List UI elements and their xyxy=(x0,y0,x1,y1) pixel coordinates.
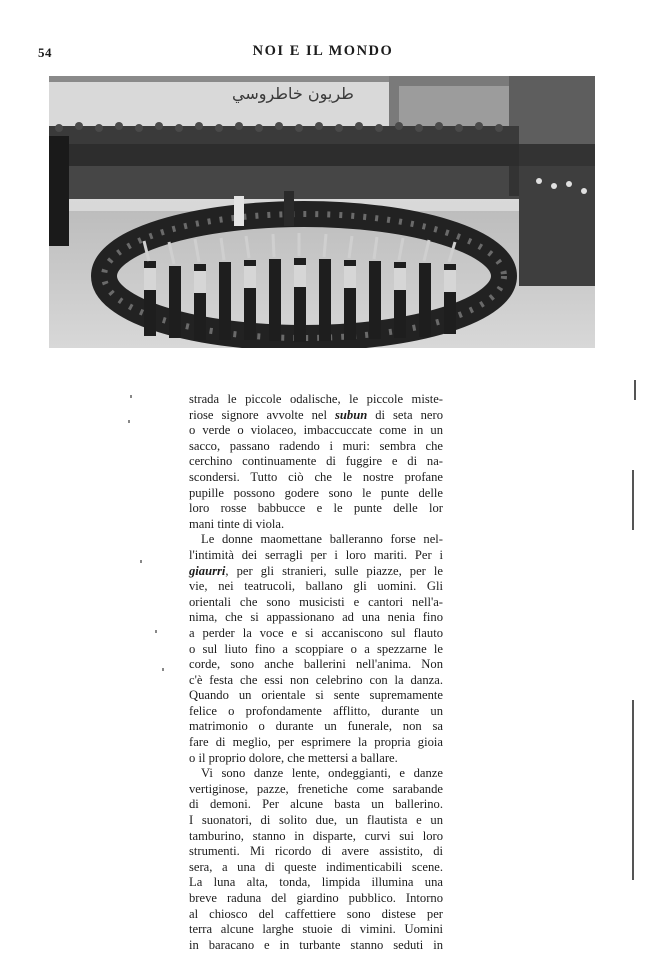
text-line: o sul liuto fino a scoppiare o a spezzarne le xyxy=(189,641,443,656)
scan-speck xyxy=(155,630,157,633)
text-line: scondersi. Tutto ciò che le nostre profane xyxy=(189,469,443,484)
scan-edge-mark xyxy=(632,470,634,530)
text-line: corde, sono anche ballerini nell'anima. Non xyxy=(189,657,443,672)
article-text xyxy=(189,392,443,953)
text-line: c'è festa che essi non celebrino con la danza. xyxy=(189,672,443,687)
text-line: pupille possono godere sono le punte delle xyxy=(189,485,443,500)
text-line: di demoni. Per alcune basta un ballerino. xyxy=(189,797,443,812)
text-line: matrimonio o durante un funerale, non sa xyxy=(189,719,443,734)
text-line: vie, nei teatrucoli, ballano gli uomini. Gli xyxy=(189,579,443,594)
text-line: mani tinte di viola. xyxy=(189,516,285,531)
text-line: a perder la voce e si accaniscono sul flauto xyxy=(189,625,443,640)
italic-term: subun xyxy=(335,407,368,422)
text-line: breve raduna del giardino pubblico. Intorno xyxy=(189,891,443,905)
wall-sign-inscription: طريون خاطروسي xyxy=(232,84,354,103)
dance-photograph xyxy=(49,76,595,348)
scan-speck xyxy=(128,420,130,423)
scan-speck xyxy=(140,560,142,563)
text-line: sacco, passano radendo i muri: sembra che xyxy=(189,438,443,453)
text-line: La luna alta, tonda, limpida illumina una xyxy=(189,875,443,890)
text-line: l'intimità dei serragli per i loro mariti. Per i xyxy=(189,547,443,562)
text-line: o verde o violaceo, imbaccuccate come in un xyxy=(189,423,443,438)
text-line: riose signore avvolte nel subun di seta nero xyxy=(189,407,443,422)
text-line: strumenti. Mi ricordo di avere assistito, di xyxy=(189,844,443,859)
text-line: cerchino continuamente di fuggire e di na- xyxy=(189,454,443,469)
text-line: Quando un orientale si sente supremamente xyxy=(189,688,443,703)
text-line: Le donne maomettane balleranno forse nel- xyxy=(201,532,443,547)
text-line: in baracano e in turbante stanno seduti in xyxy=(189,937,443,952)
text-line: sera, a una di queste indimenticabili scene. xyxy=(189,859,443,874)
running-title: NOI E IL MONDO xyxy=(252,43,394,59)
scan-speck xyxy=(130,395,132,398)
text-line: loro rosse babbucce e le punte delle lor xyxy=(189,501,443,516)
scan-edge-mark xyxy=(632,700,634,880)
text-line: Vi sono danze lente, ondeggianti, e danze xyxy=(201,766,443,781)
text-line: al chiosco del caffettiere sono distese per xyxy=(189,906,443,921)
text-line: giaurri, per gli stranieri, sulle piazze, per le xyxy=(189,563,443,578)
text-line: orientali che sono musicisti e cantori nell'a- xyxy=(189,594,443,609)
text-line: strada le piccole odalische, le piccole miste- xyxy=(189,392,443,406)
scan-speck xyxy=(162,668,164,671)
text-line: terra alcune larghe stuoie di vimini. Uomini xyxy=(189,922,443,937)
text-line: felice o profondamente afflitto, durante un xyxy=(189,703,443,718)
text-line: I suonatori, di solito due, un flautista e un xyxy=(189,813,443,828)
text-line: o il proprio dolore, che mettersi a ballare. xyxy=(189,750,398,765)
italic-term: giaurri xyxy=(189,563,226,578)
text-line: tamburino, stanno in disparte, curvi sui loro xyxy=(189,828,443,843)
page-number: 54 xyxy=(38,45,52,60)
text-line: nima, che si appassionano ad una nenia fino xyxy=(189,610,443,625)
text-line: fare di meglio, per esprimere la propria gioia xyxy=(189,735,443,750)
scan-edge-mark xyxy=(634,380,636,400)
text-line: vertiginose, pazze, frenetiche come sarabande xyxy=(189,781,443,796)
